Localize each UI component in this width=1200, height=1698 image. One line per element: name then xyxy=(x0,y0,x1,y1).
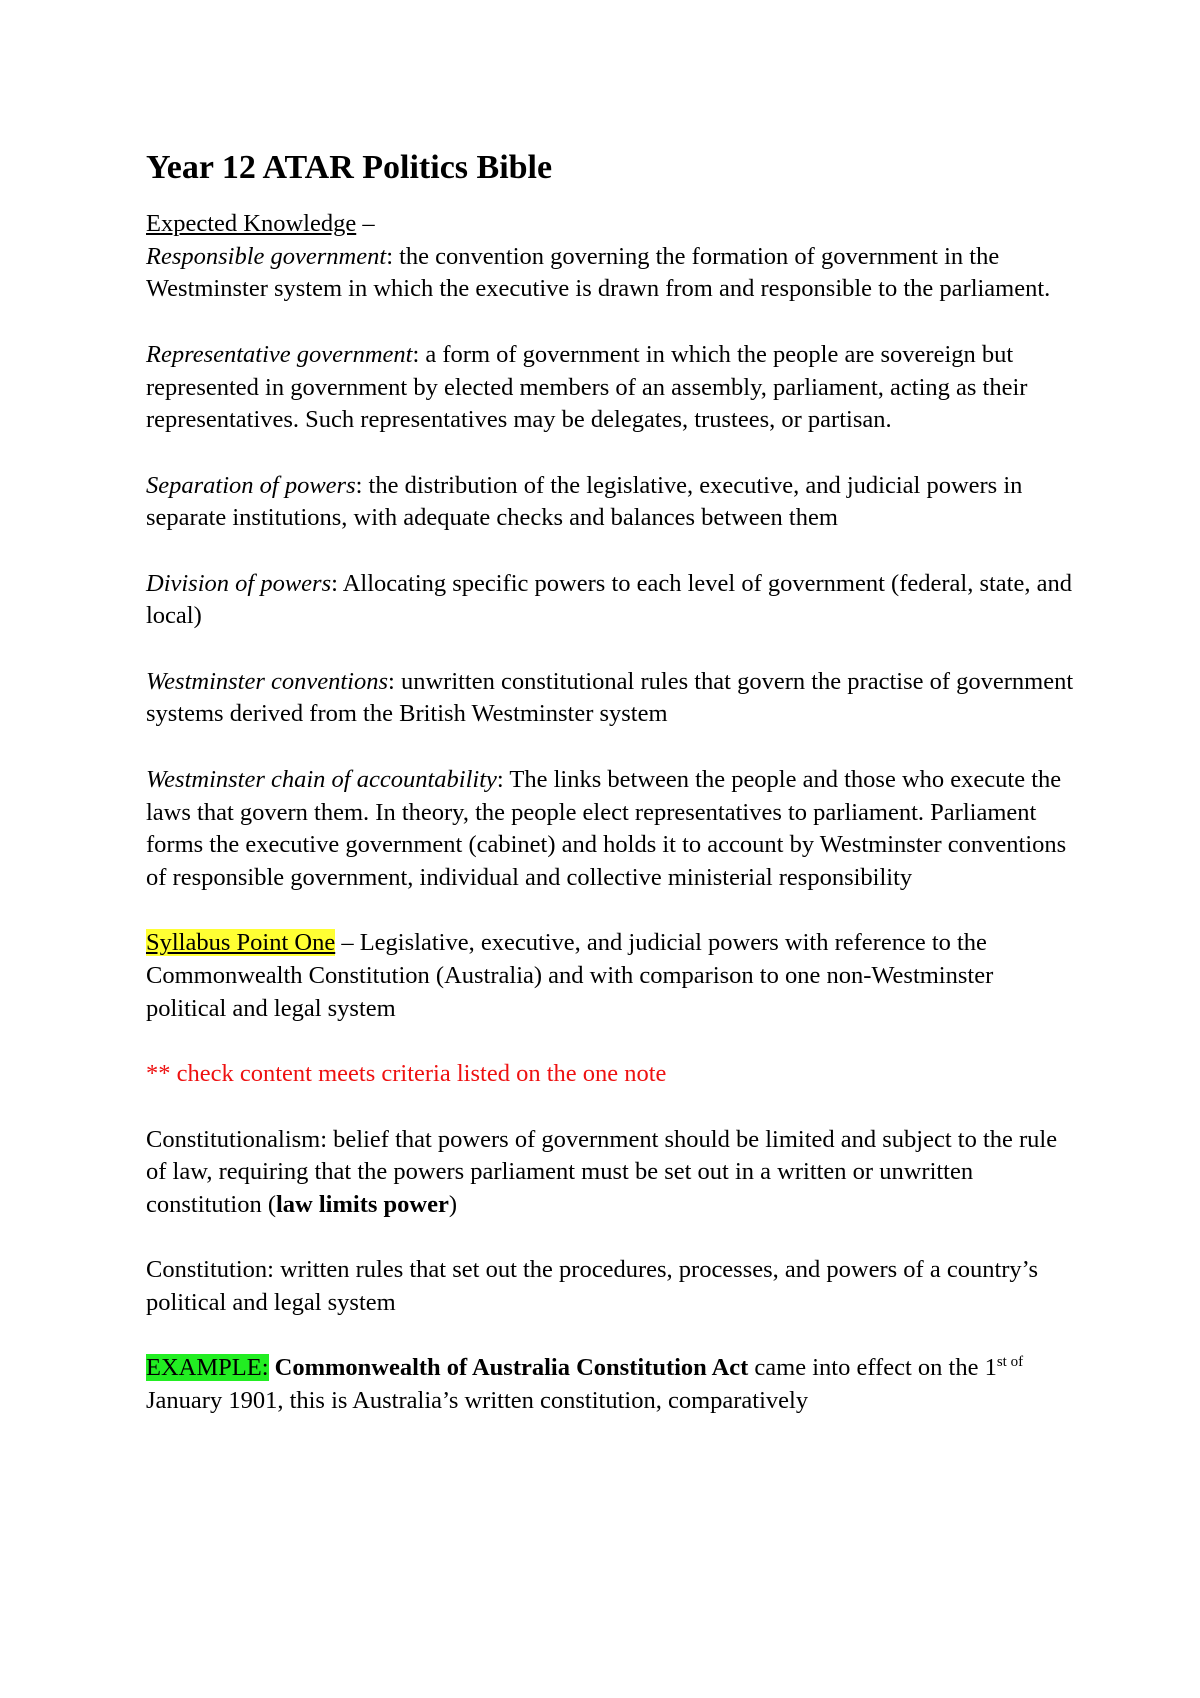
definition-westminster-chain xyxy=(146,764,1076,895)
definition-division-of-powers xyxy=(146,568,1076,633)
definition-text: : The links between the people and those who execute the laws that govern them. In theory, the people elect representatives to parliament. Parliament forms the executive government (cabinet) and holds it to account by Westminster conventions of responsible government, individual and collective ministerial responsibility xyxy=(146,765,1067,891)
definition-term: Separation of powers xyxy=(146,471,356,499)
expected-knowledge-label: Expected Knowledge xyxy=(146,210,357,237)
definition-text: : unwritten constitutional rules that govern the practise of government systems derived from the British Westminster system xyxy=(146,667,1074,728)
constitutionalism-definition xyxy=(146,1124,1076,1222)
definition-term: Responsible government xyxy=(146,242,387,270)
expected-knowledge-dash: – xyxy=(356,210,375,237)
syllabus-text: – Legislative, executive, and judicial powers with reference to the Commonwealth Constitution (Australia) and with comparison to one non-Westminster political and legal system xyxy=(146,929,994,1022)
definition-term: Representative government xyxy=(146,340,413,368)
definition-text: : a form of government in which the people are sovereign but represented in government by elected members of an assembly, parliament, acting as their representatives. Such representatives may be delegates, trustees, or partisan. xyxy=(146,340,1028,434)
example-text-1: came into effect on the 1 xyxy=(748,1354,997,1382)
definition-westminster-conventions xyxy=(146,666,1076,731)
constitutionalism-text: Constitutionalism: belief that powers of government should be limited and subject to the rule of law, requiring that the powers parliament must be set out in a written or unwritten constitution ( xyxy=(146,1125,1058,1218)
syllabus-point-one xyxy=(146,927,1076,1025)
definition-term: Westminster chain of accountability xyxy=(146,765,497,793)
definition-text: : Allocating specific powers to each level of government (federal, state, and local) xyxy=(146,569,1072,630)
definition-representative-government xyxy=(146,339,1076,437)
constitutionalism-bold: law limits power xyxy=(275,1190,449,1218)
expected-knowledge-heading xyxy=(146,208,1076,241)
document-title: Year 12 ATAR Politics Bible xyxy=(146,149,553,186)
definition-text: : the distribution of the legislative, executive, and judicial powers in separate institutions, with adequate checks and balances between them xyxy=(146,471,1023,532)
document-body xyxy=(146,148,1076,1451)
constitution-definition: Constitution: written rules that set out the procedures, processes, and powers of a country’s political and legal system xyxy=(146,1256,1039,1317)
definition-separation-of-powers xyxy=(146,470,1076,535)
example-text-2: January 1901, this is Australia’s written constitution, comparatively xyxy=(146,1387,809,1415)
example-act-name: Commonwealth of Australia Constitution Act xyxy=(274,1354,749,1382)
definition-responsible-government xyxy=(146,241,1076,306)
check-content-note: ** check content meets criteria listed on the one note xyxy=(146,1060,667,1088)
definition-term: Westminster conventions xyxy=(146,667,389,695)
constitutionalism-close: ) xyxy=(448,1190,457,1218)
example-label: EXAMPLE: xyxy=(146,1354,269,1382)
syllabus-label: Syllabus Point One xyxy=(146,929,336,957)
example-superscript: st of xyxy=(996,1354,1024,1371)
definition-text: : the convention governing the formation of government in the Westminster system in which the executive is drawn from and responsible to the parliament. xyxy=(146,242,1051,303)
example-paragraph xyxy=(146,1352,1076,1417)
definition-term: Division of powers xyxy=(146,569,332,597)
